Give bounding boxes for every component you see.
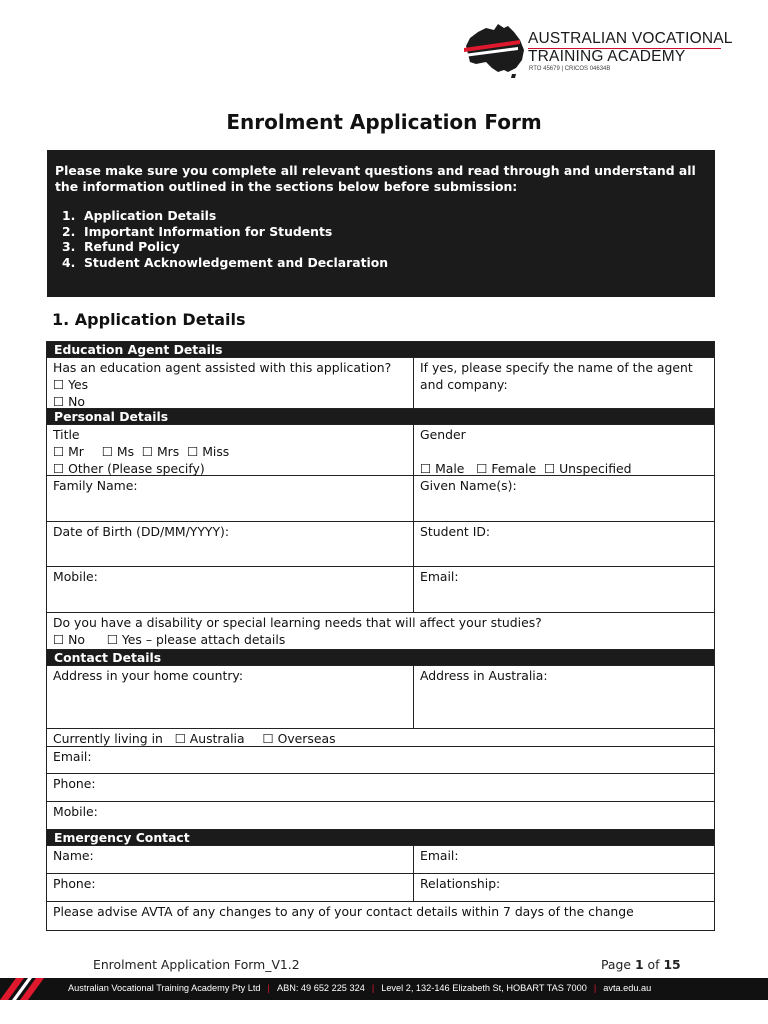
living-label: Currently living in bbox=[53, 731, 163, 746]
emergency-phone-label: Phone: bbox=[53, 876, 96, 891]
contact-mobile-label: Mobile: bbox=[53, 804, 98, 819]
title-gender-row bbox=[47, 425, 714, 476]
page-number: 1 bbox=[634, 957, 644, 972]
gender-cell bbox=[414, 425, 714, 475]
title-mr-option[interactable]: ☐ Mr bbox=[53, 444, 84, 459]
notice-row bbox=[47, 902, 714, 930]
agent-question: Has an education agent assisted with this application? bbox=[53, 360, 392, 375]
footer-website[interactable]: avta.edu.au bbox=[603, 983, 652, 993]
aus-address-field[interactable] bbox=[414, 666, 714, 728]
contact-details-header: Contact Details bbox=[47, 650, 714, 666]
contact-phone-label: Phone: bbox=[53, 776, 96, 791]
mobile-label: Mobile: bbox=[53, 569, 98, 584]
gender-label: Gender bbox=[420, 427, 466, 442]
home-address-label: Address in your home country: bbox=[53, 668, 244, 683]
intro-list-item: 4. Student Acknowledgement and Declaration bbox=[62, 254, 389, 270]
checkbox-icon[interactable]: ☐ bbox=[420, 461, 432, 476]
living-overseas-option[interactable]: ☐ Overseas bbox=[262, 731, 336, 746]
footer-company-info: Australian Vocational Training Academy Pty Ltd | ABN: 49 652 225 324 | Level 2, 132-146 Elizabeth St, HOBART TAS 7000 | avta.edu.au bbox=[68, 983, 652, 993]
emergency-phone-row bbox=[47, 874, 714, 902]
disability-cell bbox=[47, 613, 714, 649]
checkbox-icon[interactable]: ☐ bbox=[141, 444, 154, 459]
living-cell bbox=[47, 729, 714, 746]
aus-address-label: Address in Australia: bbox=[420, 668, 548, 683]
title-other-option[interactable]: ☐ Other (Please specify) bbox=[53, 461, 205, 476]
given-names-label: Given Name(s): bbox=[420, 478, 517, 493]
title-label: Title bbox=[53, 427, 80, 442]
section-heading: 1. Application Details bbox=[52, 310, 246, 329]
company-logo bbox=[464, 22, 734, 78]
contact-phone-row bbox=[47, 774, 714, 802]
agent-yes-option[interactable]: ☐ Yes bbox=[53, 377, 89, 392]
intro-text: Please make sure you complete all relevant questions and read through and understand all the information outlined in the sections below before submission: bbox=[55, 163, 696, 194]
checkbox-icon[interactable]: ☐ bbox=[476, 461, 488, 476]
disability-yes-option[interactable]: ☐ Yes – please attach details bbox=[106, 632, 286, 647]
footer-bar bbox=[0, 978, 768, 1000]
checkbox-icon[interactable]: ☐ bbox=[53, 444, 65, 459]
checkbox-icon[interactable]: ☐ bbox=[174, 731, 186, 746]
page-title: Enrolment Application Form bbox=[226, 110, 542, 134]
title-mrs-option[interactable]: ☐ Mrs bbox=[141, 444, 180, 459]
footer-stripes-icon bbox=[0, 978, 60, 1000]
checkbox-icon[interactable]: ☐ bbox=[53, 394, 65, 409]
student-id-field[interactable] bbox=[414, 522, 714, 566]
address-row bbox=[47, 666, 714, 729]
name-row bbox=[47, 476, 714, 522]
email-field[interactable] bbox=[414, 567, 714, 612]
page-total: 15 bbox=[663, 957, 681, 972]
footer-company: Australian Vocational Training Academy Pty Ltd bbox=[68, 983, 261, 993]
checkbox-icon[interactable]: ☐ bbox=[53, 377, 65, 392]
disability-row bbox=[47, 613, 714, 650]
checkbox-icon[interactable]: ☐ bbox=[106, 632, 118, 647]
agent-no-option[interactable]: ☐ No bbox=[53, 394, 85, 409]
gender-options bbox=[420, 460, 708, 477]
dob-row bbox=[47, 522, 714, 567]
footer-abn: ABN: 49 652 225 324 bbox=[276, 983, 365, 993]
checkbox-icon[interactable]: ☐ bbox=[187, 444, 199, 459]
australia-map-icon bbox=[464, 22, 526, 78]
checkbox-icon[interactable]: ☐ bbox=[101, 444, 113, 459]
gender-female-option[interactable]: ☐ Female bbox=[476, 461, 537, 476]
emergency-email-field[interactable] bbox=[414, 846, 714, 873]
checkbox-icon[interactable]: ☐ bbox=[53, 461, 65, 476]
checkbox-icon[interactable]: ☐ bbox=[262, 731, 274, 746]
notice-cell bbox=[47, 902, 714, 930]
dob-field[interactable] bbox=[47, 522, 414, 566]
emergency-email-label: Email: bbox=[420, 848, 459, 863]
living-row bbox=[47, 729, 714, 747]
intro-list-item: 3. Refund Policy bbox=[62, 239, 180, 254]
application-form-table bbox=[46, 341, 715, 931]
intro-box bbox=[47, 150, 715, 297]
title-cell bbox=[47, 425, 414, 475]
agent-row bbox=[47, 358, 714, 409]
contact-email-row bbox=[47, 747, 714, 774]
living-australia-option[interactable]: ☐ Australia bbox=[174, 731, 245, 746]
agent-question-cell bbox=[47, 358, 414, 408]
emergency-contact-header: Emergency Contact bbox=[47, 830, 714, 846]
disability-no-option[interactable]: ☐ No bbox=[53, 632, 85, 647]
contact-email-field[interactable] bbox=[47, 747, 714, 773]
contact-email-label: Email: bbox=[53, 749, 92, 764]
logo-line2: TRAINING ACADEMY bbox=[528, 48, 686, 65]
intro-list bbox=[55, 208, 707, 270]
checkbox-icon[interactable]: ☐ bbox=[53, 632, 65, 647]
logo-subtext: RTO 45679 | CRICOS 04634B bbox=[529, 66, 611, 72]
emergency-relationship-field[interactable] bbox=[414, 874, 714, 901]
student-id-label: Student ID: bbox=[420, 524, 491, 539]
emergency-name-label: Name: bbox=[53, 848, 94, 863]
contact-change-notice: Please advise AVTA of any changes to any of your contact details within 7 days of the change bbox=[53, 904, 634, 919]
emergency-relationship-label: Relationship: bbox=[420, 876, 501, 891]
personal-details-header: Personal Details bbox=[47, 409, 714, 425]
footer-address: Level 2, 132-146 Elizabeth St, HOBART TAS 7000 bbox=[381, 983, 587, 993]
emergency-name-field[interactable] bbox=[47, 846, 414, 873]
emergency-name-row bbox=[47, 846, 714, 874]
disability-question: Do you have a disability or special learning needs that will affect your studies? bbox=[53, 615, 542, 630]
mobile-field[interactable] bbox=[47, 567, 414, 612]
gender-male-option[interactable]: ☐ Male bbox=[420, 461, 465, 476]
gender-unspecified-option[interactable]: ☐ Unspecified bbox=[544, 461, 632, 476]
logo-line1: AUSTRALIAN VOCATIONAL bbox=[528, 30, 733, 47]
contact-phone-field[interactable] bbox=[47, 774, 714, 801]
title-options bbox=[53, 443, 407, 460]
family-name-field[interactable] bbox=[47, 476, 414, 521]
footer-doc-name: Enrolment Application Form_V1.2 bbox=[93, 957, 300, 972]
title-miss-option[interactable]: ☐ Miss bbox=[187, 444, 230, 459]
checkbox-icon[interactable]: ☐ bbox=[544, 461, 556, 476]
intro-list-item: 1. Application Details bbox=[62, 208, 217, 223]
agent-specify-label: If yes, please specify the name of the agent and company: bbox=[420, 360, 693, 392]
contact-mobile-field[interactable] bbox=[47, 802, 714, 829]
agent-name-field[interactable] bbox=[414, 358, 714, 408]
given-names-field[interactable] bbox=[414, 476, 714, 521]
page-indicator: Page 1 of 15 bbox=[601, 957, 681, 972]
emergency-phone-field[interactable] bbox=[47, 874, 414, 901]
home-address-field[interactable] bbox=[47, 666, 414, 728]
mobile-email-row bbox=[47, 567, 714, 613]
family-name-label: Family Name: bbox=[53, 478, 138, 493]
email-label: Email: bbox=[420, 569, 459, 584]
contact-mobile-row bbox=[47, 802, 714, 830]
agent-details-header: Education Agent Details bbox=[47, 342, 714, 358]
title-ms-option[interactable]: ☐ Ms bbox=[101, 444, 135, 459]
disability-options bbox=[53, 631, 708, 648]
intro-list-item: 2. Important Information for Students bbox=[62, 223, 333, 239]
dob-label: Date of Birth (DD/MM/YYYY): bbox=[53, 524, 230, 539]
